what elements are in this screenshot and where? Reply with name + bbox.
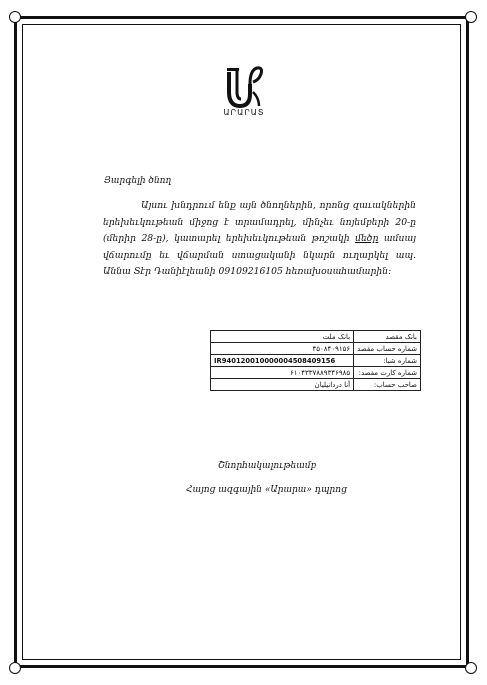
table-row: [211, 331, 421, 343]
letter-body: [103, 198, 416, 281]
letter-greeting: Յարգելի ծնող: [104, 176, 172, 186]
table-cell-label: بانک مقصد: [354, 331, 421, 343]
border-corner-ornament: [465, 662, 477, 674]
table-cell-value: بانک ملت: [211, 331, 354, 343]
letter-closing: Շնորհակալութեամբ: [218, 461, 317, 471]
table-cell-label: صاحب حساب:: [354, 379, 421, 391]
letter-body-part: Այսու խնդրում ենք այն ծնողներին, որոնց զաւակներին երեխեւկութեան միջոց է տրամադրել, մինչեւ նոյեմբերի 20-ը (մերիր 28-ը), կատարել երեխեւկութեան թոշակի: [103, 200, 416, 244]
table-cell-value: ۶۱۰۴۳۳۷۸۸۹۳۴۶۹۸۵: [211, 367, 354, 379]
bank-details-table: [210, 330, 421, 391]
border-corner-ornament: [465, 11, 477, 23]
table-cell-value: ۴۵۰۸۴۰۹۱۵۶: [211, 343, 354, 355]
table-row: [211, 355, 421, 367]
table-cell-label: شماره کارت مقصد:: [354, 367, 421, 379]
table-row: [211, 367, 421, 379]
table-cell-label: شماره شبا:: [354, 355, 421, 367]
table-cell-label: شماره حساب مقصد: [354, 343, 421, 355]
border-corner-ornament: [9, 11, 21, 23]
border-corner-ornament: [9, 662, 21, 674]
table-cell-value: آنا دردانیلیان: [211, 379, 354, 391]
table-row: [211, 343, 421, 355]
table-cell-value: IR940120010000004508409156: [211, 355, 354, 367]
letter-body-part: ամսայ վճարումը եւ վճարման ստացականի նկարն ուղարկել ապ. Աննա Տէր Դանիէլեանի 09109216105 հեռախօսահամարին:: [103, 233, 416, 277]
table-row: [211, 379, 421, 391]
letter-signature: Հայոց ազգային «Արարա» դպրոց: [186, 485, 347, 495]
logo-text: ԱՐԱՐԱՏ: [223, 108, 265, 117]
letter-body-underlined: մեծր: [355, 233, 379, 244]
